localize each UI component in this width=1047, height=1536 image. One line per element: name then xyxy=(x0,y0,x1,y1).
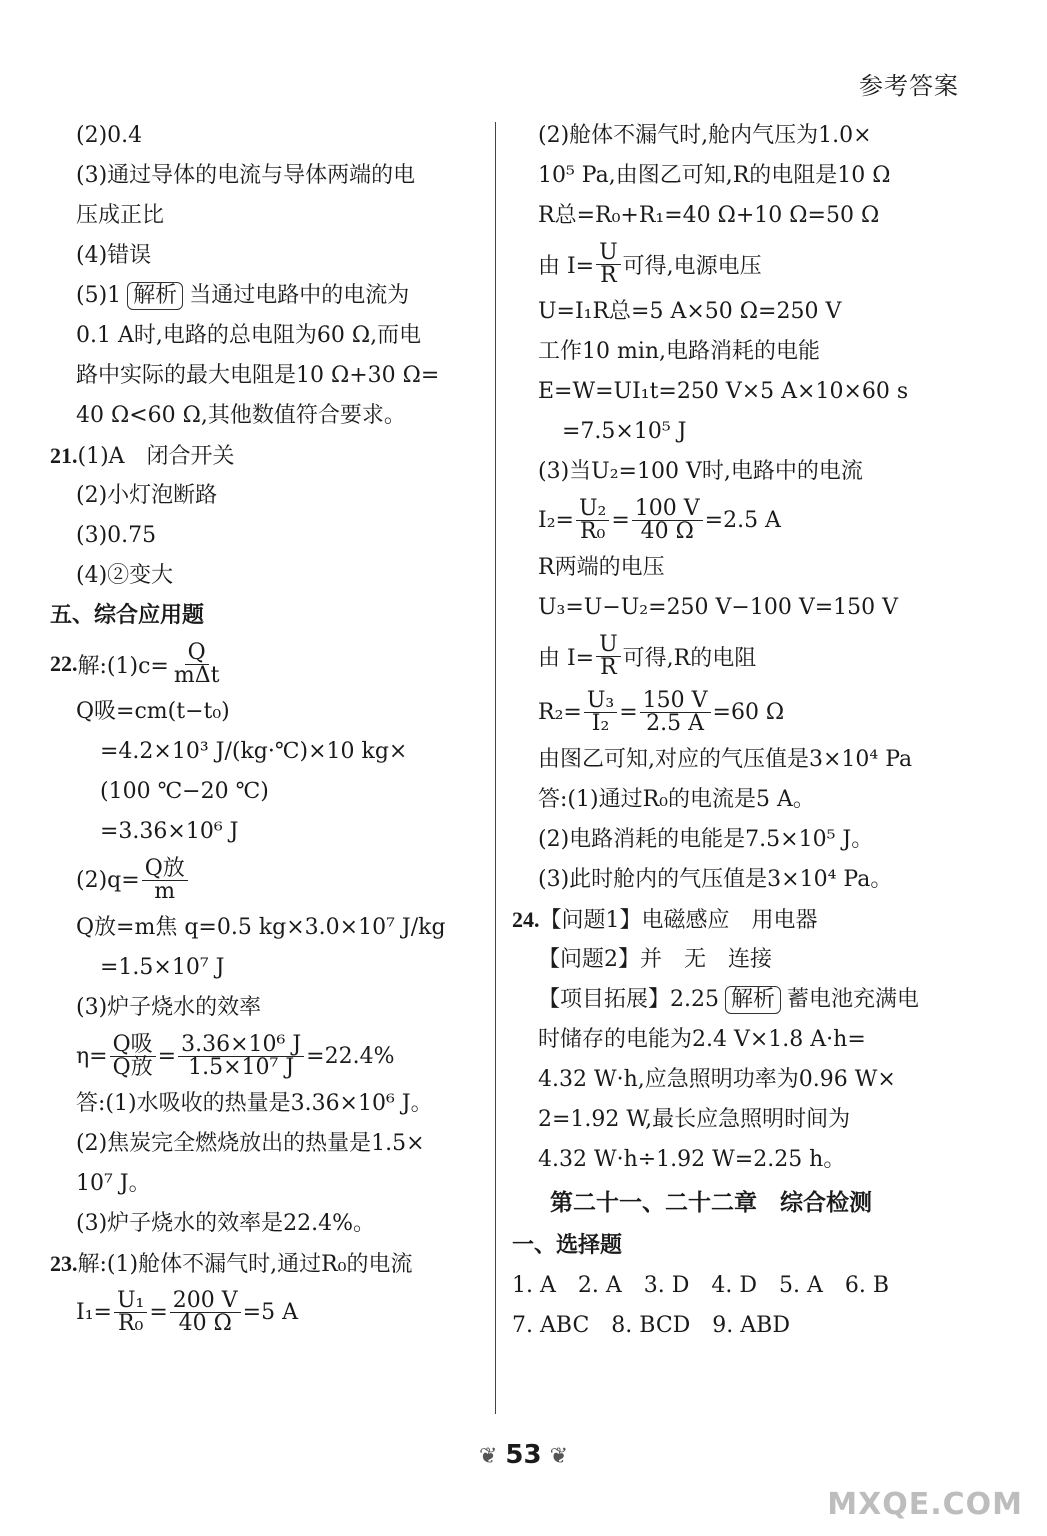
page-footer xyxy=(0,1440,1047,1470)
answer-line: 40 Ω<60 Ω,其他数值符合要求。 xyxy=(76,403,406,428)
answer-line: 路中实际的最大电阻是10 Ω+30 Ω= xyxy=(76,363,440,388)
formula-line xyxy=(512,492,972,548)
answer-line: (2)焦炭完全燃烧放出的热量是1.5× xyxy=(76,1131,425,1156)
formula-text: 可得,电源电压 xyxy=(622,253,762,279)
denominator: m xyxy=(154,878,176,904)
formula-line xyxy=(512,684,972,740)
denominator: R₀ xyxy=(117,1310,144,1336)
formula-line: U=I₁R总=5 A×50 Ω=250 V xyxy=(538,299,842,324)
denominator: R xyxy=(600,262,617,288)
fraction xyxy=(596,631,621,680)
denominator: 40 Ω xyxy=(178,1310,232,1336)
answer-text: (5)1 xyxy=(76,283,122,308)
answer-line: 4.32 W·h,应急照明功率为0.96 W× xyxy=(538,1067,896,1092)
fraction xyxy=(596,239,621,288)
numerator: U₃ xyxy=(584,690,617,713)
chapter-title: 第二十一、二十二章 综合检测 xyxy=(550,1190,872,1216)
numerator: U xyxy=(596,242,621,265)
denominator: 1.5×10⁷ J xyxy=(188,1054,295,1080)
formula-text: 解:(1)c= xyxy=(77,653,169,679)
answer-line: 4.32 W·h÷1.92 W=2.25 h。 xyxy=(538,1147,846,1172)
right-column xyxy=(512,116,972,1346)
formula-line: =7.5×10⁵ J xyxy=(562,419,687,444)
fraction xyxy=(640,687,711,736)
formula-text: R₂= xyxy=(538,699,582,725)
fraction xyxy=(171,639,223,688)
formula-line xyxy=(512,628,972,684)
denominator: R xyxy=(600,654,617,680)
formula-line xyxy=(50,852,482,908)
answer-line: 答:(1)水吸收的热量是3.36×10⁶ J。 xyxy=(76,1091,433,1116)
formula-text: (2)q= xyxy=(76,867,140,893)
formula-line: Q吸=cm(t−t₀) xyxy=(76,699,230,724)
denominator: I₂ xyxy=(591,710,610,736)
numerator: Q放 xyxy=(142,858,188,881)
formula-text: =22.4% xyxy=(306,1043,395,1069)
numerator: Q吸 xyxy=(110,1034,156,1057)
formula-text: 由 I= xyxy=(538,253,595,279)
fraction xyxy=(114,1287,147,1336)
answer-line: 由图乙可知,对应的气压值是3×10⁴ Pa xyxy=(538,747,913,772)
answer-line xyxy=(50,276,482,316)
denominator: R₀ xyxy=(579,518,606,544)
answer-line: 【问题2】并 无 连接 xyxy=(538,947,772,972)
answer-line: (3)炉子烧水的效率是22.4%。 xyxy=(76,1211,376,1236)
answer-line: 0.1 A时,电路的总电阻为60 Ω,而电 xyxy=(76,323,422,348)
leaf-icon: ❦ xyxy=(549,1444,569,1469)
page-header: 参考答案 xyxy=(859,72,959,100)
answer-line: (4)②变大 xyxy=(76,563,174,588)
answer-line: (2)电路消耗的电能是7.5×10⁵ J。 xyxy=(538,827,874,852)
formula-text: η= xyxy=(76,1043,108,1069)
fraction xyxy=(170,1287,241,1336)
formula-line: R总=R₀+R₁=40 Ω+10 Ω=50 Ω xyxy=(538,203,880,228)
question-24 xyxy=(512,900,972,940)
answer-line: 时储存的电能为2.4 V×1.8 A·h= xyxy=(538,1027,866,1052)
answer-line: (2)0.4 xyxy=(76,123,143,148)
question-number: 24. xyxy=(512,907,540,932)
answer-text: 当通过电路中的电流为 xyxy=(189,283,410,308)
formula-line: E=W=UI₁t=250 V×5 A×10×60 s xyxy=(538,379,909,404)
formula-text: I₂= xyxy=(538,507,574,533)
question-number: 22. xyxy=(50,651,78,676)
answer-line: 10⁵ Pa,由图乙可知,R的电阻是10 Ω xyxy=(538,163,891,188)
choice-answers: 1. A 2. A 3. D 4. D 5. A 6. B xyxy=(512,1273,890,1298)
answer-text: 【项目拓展】2.25 xyxy=(538,987,719,1012)
formula-text: =60 Ω xyxy=(712,699,785,725)
fraction xyxy=(110,1031,156,1080)
answer-line xyxy=(512,980,972,1020)
question-number: 21. xyxy=(50,443,78,468)
answer-line: (3)此时舱内的气压值是3×10⁴ Pa。 xyxy=(538,867,893,892)
column-divider xyxy=(495,122,496,1414)
answer-line: (2)舱体不漏气时,舱内气压为1.0× xyxy=(538,123,872,148)
denominator: mΔt xyxy=(173,662,220,688)
numerator: Q xyxy=(185,642,209,665)
formula-text: = xyxy=(619,699,638,725)
choice-answers: 7. ABC 8. BCD 9. ABD xyxy=(512,1313,790,1338)
formula-line: =3.36×10⁶ J xyxy=(100,819,239,844)
answer-line: 压成正比 xyxy=(76,203,165,228)
formula-line: Q放=m焦 q=0.5 kg×3.0×10⁷ J/kg xyxy=(76,915,446,940)
answer-line: (3)炉子烧水的效率 xyxy=(76,995,262,1020)
formula-text: = xyxy=(611,507,630,533)
formula-text: I₁= xyxy=(76,1299,112,1325)
fraction xyxy=(576,495,609,544)
formula-line xyxy=(512,236,972,292)
denominator: 2.5 A xyxy=(646,710,705,736)
answer-line: (3)当U₂=100 V时,电路中的电流 xyxy=(538,459,863,484)
denominator: 40 Ω xyxy=(640,518,694,544)
fraction xyxy=(142,855,188,904)
answer-text: (1)A 闭合开关 xyxy=(77,444,235,469)
formula-line xyxy=(50,1028,482,1084)
left-column xyxy=(50,116,482,1340)
formula-text: =2.5 A xyxy=(704,507,781,533)
formula-line: U₃=U−U₂=250 V−100 V=150 V xyxy=(538,595,899,620)
formula-line xyxy=(50,1284,482,1340)
numerator: 200 V xyxy=(170,1290,241,1313)
denominator: Q放 xyxy=(112,1054,153,1080)
leaf-icon: ❦ xyxy=(478,1444,498,1469)
formula-line: =1.5×10⁷ J xyxy=(100,955,225,980)
section-title: 五、综合应用题 xyxy=(50,603,205,628)
section-title: 一、选择题 xyxy=(512,1233,623,1258)
answer-line: 2=1.92 W,最长应急照明时间为 xyxy=(538,1107,851,1132)
numerator: 150 V xyxy=(640,690,711,713)
answer-text: 解:(1)舱体不漏气时,通过R₀的电流 xyxy=(77,1252,413,1277)
formula-line: (100 ℃−20 ℃) xyxy=(100,779,269,804)
answer-line: R两端的电压 xyxy=(538,555,665,580)
fraction xyxy=(584,687,617,736)
formula-text: 由 I= xyxy=(538,645,595,671)
formula-line: =4.2×10³ J/(kg·℃)×10 kg× xyxy=(100,739,408,764)
analysis-badge: 解析 xyxy=(127,282,183,310)
fraction xyxy=(178,1031,304,1080)
answer-line: (4)错误 xyxy=(76,243,152,268)
watermark: MXQE.COM xyxy=(827,1487,1023,1522)
answer-line: 工作10 min,电路消耗的电能 xyxy=(538,339,821,364)
fraction xyxy=(632,495,703,544)
answer-line: (3)0.75 xyxy=(76,523,157,548)
numerator: U₂ xyxy=(576,498,609,521)
formula-text: 可得,R的电阻 xyxy=(622,645,757,671)
formula-text: = xyxy=(149,1299,168,1325)
formula-text: = xyxy=(157,1043,177,1069)
numerator: 100 V xyxy=(632,498,703,521)
answer-line: 10⁷ J。 xyxy=(76,1171,151,1196)
question-22 xyxy=(50,636,482,692)
question-23 xyxy=(50,1244,482,1284)
numerator: U₁ xyxy=(114,1290,147,1313)
page-number: 53 xyxy=(505,1440,542,1470)
answer-line: (3)通过导体的电流与导体两端的电 xyxy=(76,163,416,188)
analysis-badge: 解析 xyxy=(725,986,781,1014)
formula-text: =5 A xyxy=(242,1299,298,1325)
numerator: 3.36×10⁶ J xyxy=(178,1034,304,1057)
answer-text: 蓄电池充满电 xyxy=(787,987,920,1012)
answer-text: 【问题1】电磁感应 用电器 xyxy=(539,908,818,933)
answer-line: (2)小灯泡断路 xyxy=(76,483,218,508)
question-21 xyxy=(50,436,482,476)
numerator: U xyxy=(596,634,621,657)
question-number: 23. xyxy=(50,1251,78,1276)
answer-line: 答:(1)通过R₀的电流是5 A。 xyxy=(538,787,815,812)
